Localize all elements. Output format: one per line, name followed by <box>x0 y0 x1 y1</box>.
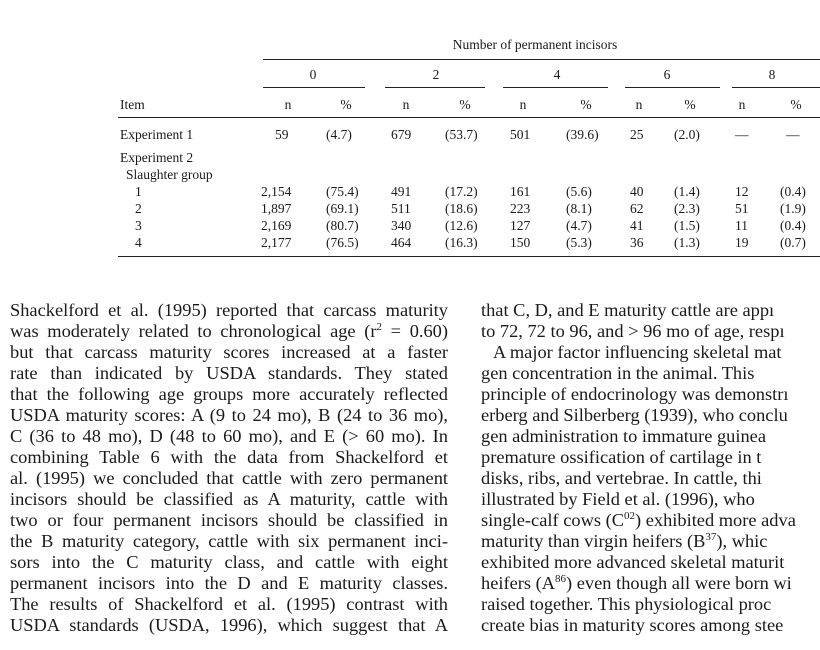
group-header-6: 6 <box>663 67 671 82</box>
cell: 127 <box>510 218 531 233</box>
cell: (0.4) <box>780 184 806 199</box>
row-label-experiment-2: Experiment 2 <box>120 150 194 165</box>
group-rule-2 <box>385 87 485 88</box>
cell: 40 <box>630 184 644 199</box>
text-line: but that carcass maturity scores increased at a faster <box>10 342 448 362</box>
row-label-group-4: 4 <box>135 235 142 250</box>
cell: (1.3) <box>674 235 700 250</box>
text-line: exhibited more advanced skeletal maturit <box>481 552 785 572</box>
group-rule-8 <box>732 87 820 88</box>
group-rule-4 <box>503 87 608 88</box>
group-header-8: 8 <box>768 67 776 82</box>
text-line: illustrated by Field et al. (1996), who <box>481 489 755 509</box>
body-column-right <box>481 300 820 636</box>
sub-pct-6: % <box>684 97 696 112</box>
cell: 36 <box>630 235 644 250</box>
text-line: erberg and Silberberg (1939), who conclu <box>481 405 788 425</box>
row-label-slaughter-group: Slaughter group <box>126 167 213 182</box>
text-line: sors into the C maturity class, and cattle with eight <box>10 552 448 572</box>
cell: (80.7) <box>326 218 359 233</box>
text-line: The results of Shackelford et al. (1995) contrast with <box>10 594 448 614</box>
cell-exp1-4-n: 501 <box>510 127 531 142</box>
cell-exp1-0-pct: (4.7) <box>326 127 352 142</box>
cell: (1.9) <box>780 201 806 216</box>
text-line: USDA maturity scores: A (9 to 24 mo), B (24 to 36 mo), <box>10 405 448 425</box>
text-line: the B maturity category, cattle with six permanent inci- <box>10 531 448 551</box>
cell-exp1-6-n: 25 <box>630 127 644 142</box>
text-line: single-calf cows $(C^{02})$ exhibited more adva <box>481 509 796 530</box>
cell: (0.4) <box>780 218 806 233</box>
cell: (1.5) <box>674 218 700 233</box>
row-label-group-2: 2 <box>135 201 142 216</box>
header-bottom-rule <box>118 117 820 118</box>
cell: 2,169 <box>261 218 292 233</box>
text-line: incisors should be classified as A maturity, cattle with <box>10 489 448 509</box>
cell: (76.5) <box>326 235 359 250</box>
text-line: maturity than virgin heifers $(B^{37})$, whic <box>481 530 768 551</box>
text-line: C (36 to 48 mo), D (48 to 60 mo), and E (> 60 mo). In <box>10 426 448 446</box>
group-header-2: 2 <box>432 67 440 82</box>
group-header-0: 0 <box>309 67 317 82</box>
group-rule-0 <box>263 87 365 88</box>
data-table <box>118 0 820 270</box>
sub-pct-8: % <box>790 97 802 112</box>
cell: 51 <box>735 201 749 216</box>
text-line: that the following age groups more accurately reflected <box>10 384 448 404</box>
cell: 491 <box>391 184 412 199</box>
cell-exp1-6-pct: (2.0) <box>674 127 700 142</box>
cell: (4.7) <box>566 218 592 233</box>
group-header-4: 4 <box>553 67 561 82</box>
text-line: principle of endocrinology was demonstrı <box>481 384 789 404</box>
sub-n-8: n <box>738 97 746 112</box>
text-line: gen concentration in the animal. This <box>481 363 755 383</box>
text-line: create bias in maturity scores among stee <box>481 615 784 635</box>
text-line: to 72, 72 to 96, and > 96 mo of age, respı <box>481 321 785 341</box>
cell: (5.6) <box>566 184 592 199</box>
row-label-group-3: 3 <box>135 218 142 233</box>
cell: 1,897 <box>261 201 292 216</box>
cell: (2.3) <box>674 201 700 216</box>
cell: (0.7) <box>780 235 806 250</box>
text-line: rate than indicated by USDA standards. They stated <box>10 363 448 383</box>
cell-exp1-0-n: 59 <box>275 127 289 142</box>
table-spanner-header: Number of permanent incisors <box>452 37 618 52</box>
cell: 150 <box>510 235 531 250</box>
cell: (8.1) <box>566 201 592 216</box>
sub-pct-4: % <box>580 97 592 112</box>
text-line: Shackelford et al. (1995) reported that carcass maturity <box>10 300 448 320</box>
text-line: permanent incisors into the D and E maturity classes. <box>10 573 448 593</box>
row-label-group-1: 1 <box>135 184 142 199</box>
text-line: al. (1995) we concluded that cattle with zero permanent <box>10 468 448 488</box>
cell: (5.3) <box>566 235 592 250</box>
text-line: gen administration to immature guinea <box>481 426 766 446</box>
cell: 2,154 <box>261 184 292 199</box>
text-line: heifers $(A^{86})$ even though all were born wi <box>481 572 792 593</box>
text-line: disks, ribs, and vertebrae. In cattle, thi <box>481 468 762 488</box>
text-line: combining Table 6 with the data from Shackelford et <box>10 447 448 467</box>
cell: 161 <box>510 184 531 199</box>
body-column-left <box>10 300 448 636</box>
cell-exp1-2-pct: (53.7) <box>445 127 478 142</box>
sub-pct-2: % <box>459 97 471 112</box>
sub-n-2: n <box>402 97 410 112</box>
cell: 2,177 <box>261 235 292 250</box>
sub-n-0: n <box>284 97 292 112</box>
cell: (16.3) <box>445 235 478 250</box>
cell: 223 <box>510 201 531 216</box>
cell: 19 <box>735 235 749 250</box>
item-header: Item <box>120 97 145 112</box>
sub-n-6: n <box>635 97 643 112</box>
text-line: A major factor influencing skeletal mat <box>493 342 782 362</box>
cell: 62 <box>630 201 644 216</box>
cell: (12.6) <box>445 218 478 233</box>
text-line: was moderately related to chronological age $(r^2 = 0.60)$ <box>10 320 448 341</box>
cell: 11 <box>735 218 748 233</box>
cell: 12 <box>735 184 749 199</box>
row-label-experiment-1: Experiment 1 <box>120 127 194 142</box>
cell-exp1-4-pct: (39.6) <box>566 127 599 142</box>
text-line: premature ossification of cartilage in t <box>481 447 762 467</box>
cell: (1.4) <box>674 184 700 199</box>
cell: (75.4) <box>326 184 359 199</box>
cell: (69.1) <box>326 201 359 216</box>
cell: 464 <box>391 235 412 250</box>
sub-n-4: n <box>519 97 527 112</box>
table-bottom-rule <box>118 256 820 257</box>
text-line: USDA standards (USDA, 1996), which suggest that A <box>10 615 448 635</box>
text-line: raised together. This physiological proc <box>481 594 772 614</box>
text-line: two or four permanent incisors should be classified in <box>10 510 448 530</box>
cell-exp1-8-pct: — <box>786 127 800 142</box>
spanner-rule <box>263 59 820 60</box>
cell: (18.6) <box>445 201 478 216</box>
group-rule-6 <box>625 87 720 88</box>
cell: 41 <box>630 218 644 233</box>
cell: 340 <box>391 218 412 233</box>
sub-pct-0: % <box>340 97 352 112</box>
cell: 511 <box>391 201 411 216</box>
cell-exp1-8-n: — <box>735 127 749 142</box>
text-line: that C, D, and E maturity cattle are appı <box>481 300 775 320</box>
cell: (17.2) <box>445 184 478 199</box>
cell-exp1-2-n: 679 <box>391 127 412 142</box>
